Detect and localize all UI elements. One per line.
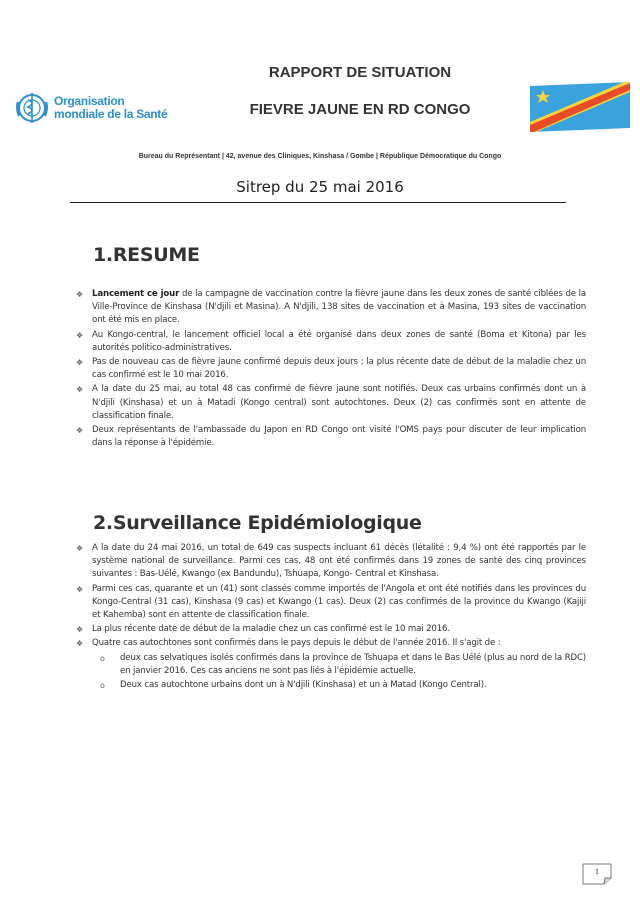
header-divider (70, 202, 566, 203)
list-item: ❖ Pas de nouveau cas de fièvre jaune confirmé depuis deux jours ; la plus récente date de début de la maladie chez un cas confirmé est le 10 mai 2016. (76, 357, 586, 381)
diamond-bullet-icon: ❖ (76, 625, 84, 635)
logo-text-line1: Organisation (54, 94, 125, 108)
diamond-bullet-icon: ❖ (76, 639, 84, 649)
report-subtitle: FIEVRE JAUNE EN RD CONGO (249, 101, 471, 118)
list-item: ❖ A la date du 25 mai, au total 48 cas confirmé de fièvre jaune sont notifiés. Deux cas urbains confirmés dont un à N'djili (Kinshasa) et un à Matadi (Kongo central) sont autochtones. Deux (2) cas confirmés sont en attente de classification finale. (76, 384, 586, 421)
circle-bullet-icon: o (100, 681, 105, 691)
page-number-box (582, 863, 612, 885)
section-heading-surveillance: 2.Surveillance Epidémiologique (93, 512, 422, 534)
resume-list (76, 288, 586, 451)
page-number: 1 (595, 867, 599, 876)
list-item: ❖ Deux représentants de l'ambassade du Japon en RD Congo ont visité l'OMS pays pour discuter de leur implication dans la réponse à l'épidémie. (76, 425, 586, 449)
autochthonous-cases-sublist (76, 652, 586, 693)
diamond-bullet-icon: ❖ (76, 330, 84, 340)
list-item: ❖ Lancement ce jour de la campagne de vaccination contre la fièvre jaune dans les deux zones de santé ciblées de la Ville-Province de Kinshasa (N'djili et Masina). A N'djili, 138 sites de vaccination et à Masina, 193 sites de vaccination ont été mis en place. (76, 289, 586, 326)
sub-list-item: o deux cas selvatiques isolés confirmés dans la province de Tshuapa et dans le Bas Uélé (plus au nord de la RDC) en janvier 2016. Ces cas anciens ne sont pas liés à l'épidémie actuelle. (100, 652, 586, 676)
office-address: Bureau du Représentant | 42, avenue des Cliniques, Kinshasa / Gombe | République Démocratique du Congo (138, 153, 502, 160)
who-logo (14, 90, 167, 126)
section-heading-resume: 1.RESUME (93, 244, 200, 266)
list-item: ❖ Au Kongo-central, le lancement officiel local a été organisé dans deux zones de santé (Boma et Kitona) par les autorités politico-administratives. (76, 329, 586, 353)
sitrep-date: Sitrep du 25 mai 2016 (236, 178, 404, 196)
diamond-bullet-icon: ❖ (76, 290, 84, 299)
diamond-bullet-icon: ❖ (76, 584, 84, 594)
report-title: RAPPORT DE SITUATION (268, 64, 452, 81)
list-item: ❖ Parmi ces cas, quarante et un (41) sont classés comme importés de l'Angola et ont été notifiés dans les provinces du Kongo-Central (31 cas), Kinshasa (9 cas) et Kwango (1 cas). Deux (2) cas confirmés de la province du Kwango (Kajiji et Kahemba) sont en attente de classification finale. (76, 583, 586, 621)
diamond-bullet-icon: ❖ (76, 544, 84, 553)
sub-list-item: o Deux cas autochtone urbains dont un à N'djili (Kinshasa) et un à Matad (Kongo Central). (76, 679, 586, 692)
who-emblem-icon (14, 90, 50, 126)
list-item: ❖ A la date du 24 mai 2016, un total de 649 cas suspects incluant 61 décès (létalité : 9,4 %) ont été rapportés par le système national de surveillance. Parmi ces cas, 48 ont été confirmés dans 19 zones de santé des cinq provinces suivantes : Bas-Uélé, Kwango (ex Bandundu), Tshuapa, Kongo- Central et Kinshasa. (76, 543, 586, 580)
diamond-bullet-icon: ❖ (76, 426, 84, 436)
logo-text-line2: mondiale de la Santé (54, 107, 168, 121)
list-item: ❖ Quatre cas autochtones sont confirmés dans le pays depuis le début de l'année 2016. Il s'agit de : (76, 637, 586, 650)
diamond-bullet-icon: ❖ (76, 358, 84, 368)
drc-flag-icon (528, 82, 632, 132)
circle-bullet-icon: o (100, 653, 105, 663)
diamond-bullet-icon: ❖ (76, 385, 84, 395)
sub-list-container (76, 652, 586, 693)
surveillance-list (76, 542, 586, 693)
list-item: ❖ La plus récente date de début de la maladie chez un cas confirmé est le 10 mai 2016. (76, 623, 586, 636)
